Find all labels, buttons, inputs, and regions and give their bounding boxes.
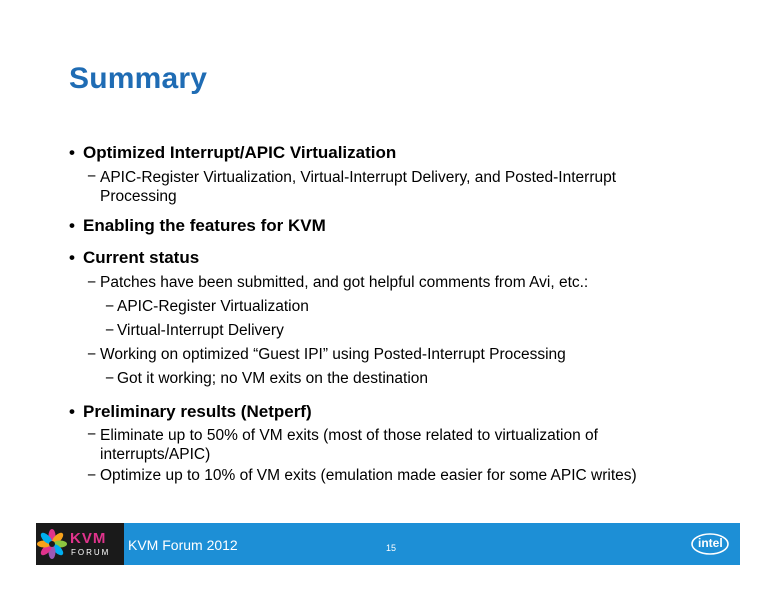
bullet-marker: • xyxy=(69,402,75,421)
bullet-text: Optimized Interrupt/APIC Virtualization xyxy=(83,143,397,162)
bullet-marker: − xyxy=(87,168,97,185)
bullet-marker: • xyxy=(69,143,75,162)
logo-text-forum: FORUM xyxy=(71,548,111,557)
bullet-marker: − xyxy=(105,370,115,387)
bullet-text: Preliminary results (Netperf) xyxy=(83,402,312,421)
bullet-marker: − xyxy=(105,298,115,315)
bullet-marker: − xyxy=(87,346,97,363)
bullet-marker: • xyxy=(69,216,75,235)
bullet-marker: − xyxy=(87,426,97,443)
bullet-marker: − xyxy=(87,274,97,291)
kvm-forum-logo xyxy=(36,523,124,565)
bullet-marker: − xyxy=(87,467,97,484)
bullet-text: Virtual-Interrupt Delivery xyxy=(117,322,284,339)
bullet-text: Optimize up to 10% of VM exits (emulation made easier for some APIC writes) xyxy=(100,467,637,484)
logo-text-kvm: KVM xyxy=(70,530,107,547)
bullet-text: Working on optimized “Guest IPI” using Posted-Interrupt Processing xyxy=(100,346,566,363)
intel-logo xyxy=(690,531,730,562)
page-number: 15 xyxy=(386,543,397,553)
intel-logo-text: intel xyxy=(698,536,723,550)
bullet-marker: • xyxy=(69,248,75,267)
event-name: KVM Forum 2012 xyxy=(128,537,238,553)
bullet-text: APIC-Register Virtualization xyxy=(117,298,309,315)
slide-title: Summary xyxy=(69,62,208,95)
bullet-text: Current status xyxy=(83,248,200,267)
bullet-text: APIC-Register Virtualization, Virtual-Interrupt Delivery, and Posted-Interrupt Processing xyxy=(100,169,617,205)
bullet-text: Enabling the features for KVM xyxy=(83,216,326,235)
bullet-marker: − xyxy=(105,322,115,339)
slide-footer xyxy=(36,523,740,565)
bullet-text: Got it working; no VM exits on the destination xyxy=(117,370,429,387)
bullet-text: Patches have been submitted, and got helpful comments from Avi, etc.: xyxy=(100,274,589,291)
bullet-text: Eliminate up to 50% of VM exits (most of those related to virtualization of interrupts/APIC) xyxy=(100,427,598,463)
